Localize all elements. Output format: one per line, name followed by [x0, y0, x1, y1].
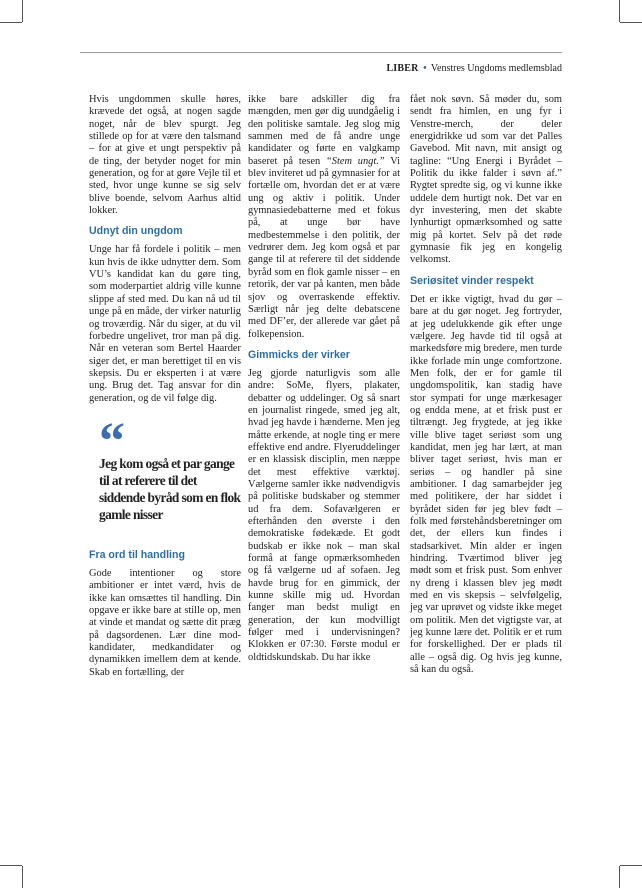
- crop-mark: [620, 865, 642, 866]
- crop-mark: [22, 866, 23, 888]
- subheading: Udnyt din ungdom: [89, 225, 183, 238]
- subheading: Fra ord til handling: [89, 548, 185, 561]
- magazine-brand: LIBER: [386, 63, 419, 74]
- crop-mark: [0, 865, 22, 866]
- running-header: [386, 63, 562, 74]
- header-rule: [80, 52, 562, 53]
- magazine-title: Venstres Ungdoms medlemsblad: [430, 63, 562, 74]
- column-3: [410, 94, 562, 676]
- column-2: [248, 94, 400, 664]
- subheading: Seriøsitet vinder respekt: [410, 274, 534, 287]
- pull-quote-text: Jeg kom også et par gange til at referere til det siddende byråd som en flok gamle nisser: [99, 455, 241, 522]
- pull-quote: [99, 412, 241, 523]
- crop-mark: [619, 0, 620, 22]
- paragraph: [248, 94, 400, 341]
- quote-mark-icon: “: [99, 412, 125, 470]
- text-run: ikke bare adskiller dig fra mængden, men gør dig uundgåelig i den politiske samtale. Jeg slog mig sammen med de få andre unge kandidater og førte en valgkamp baseret på tesen: [248, 94, 400, 167]
- crop-mark: [620, 22, 642, 23]
- crop-mark: [619, 866, 620, 888]
- slogan: “Stem ungt.”: [325, 155, 385, 167]
- paragraph: Det er ikke vigtigt, hvad du gør – bare at du gør noget. Jeg fortryder, at jeg udelukkende gik efter unge vælgere. Jeg havde tid til også at markedsføre mig bredere, men turde ikke forlade min unge comfortzone. Men folk, der er for gamle til ungdomspolitik, kan stadig have stor sympati for unge mærkesager og endda mene, at et frisk pust er tiltrængt. Jeg frygtede, at jeg ikke ville blive taget seriøst som ung kandidat, men jeg har lært, at man bliver taget seriøst, hvis man er seriøs – og handler på sine ambitioner. I dag samarbejder jeg med politikere, der har siddet i byrådet siden før jeg blev født – folk med førstehåndsberetninger om det, der ellers kun findes i stadsarkivet. Min alder er ingen hindring. Tværtimod bliver jeg mødt som et frisk pust. Som enhver ny dreng i klassen blev jeg mødt med en vis skepsis – selvfølgelig, jeg var uprøvet og vidste ikke meget om politik. Men det vigtigste var, at jeg kunne lære det. Politik er et rum for forskellighed. Der er plads til alle – også dig. Og hvis jeg kunne, så kan du også.: [410, 293, 562, 676]
- subheading: Gimmicks der virker: [248, 348, 350, 361]
- paragraph: Jeg gjorde naturligvis som alle andre: SoMe, flyers, plakater, debatter og uddelinger. Og så snart en journalist ringede, smed jeg alt, hvad jeg havde i hænderne. Men jeg måtte erkende, at nogle ting er mere effektive end andre. Flyeruddelinger er en klassisk disciplin, men næppe det mest effektive værktøj. Vælgerne samler ikke nødvendigvis på politiske budskaber og stemmer ud fra dem. Sofavælgeren er efterhånden den øverste i den demokratiske fødekæde. Et godt budskab er ikke nok – man skal formå at fange opmærksomheden og få vælgerne ud af sofaen. Jeg havde brug for en gimmick, der kunne skille mig ud. Hvordan fanger man bedst muligt en generation, der kun modvilligt følger med i undervisningen? Klokken er 07:30. Første modul er oldtidskundskab. Du har ikke: [248, 367, 400, 663]
- crop-mark: [22, 0, 23, 22]
- text-run: Vi blev inviteret ud på gymnasier for at fortælle om, hvordan det er at være ung og aktiv i politik. Under gymnasiedebatterne med et fokus på, at unge bør have medbestemmelse i den politik, der vedrører dem. Jeg kom også et par gange til at referere til det siddende byråd som en flok gamle nisser – en retorik, der var på kanten, men både sjov og overraskende effektiv. Særligt når jeg delte debatscene med DF’er, der allerede var gået på folkepension.: [248, 155, 400, 340]
- paragraph: Gode intentioner og store ambitioner er intet værd, hvis de ikke kan omsættes til handling. Din opgave er ikke bare at stille op, men at vinde et mandat og sætte dit præg på dagsordenen. Lær dine mod-kandidater, medkandidater og dynamikken imellem dem at kende. Skab en fortælling, der: [89, 567, 241, 678]
- paragraph: fået nok søvn. Så møder du, som sendt fra himlen, en ung fyr i Venstre-merch, der deler energidrikke ud som var det Palles Gavebod. Mit navn, mit ansigt og tagline: “Ung Energi i Byrådet – Politik du ikke falder i søvn af.” Rygtet spredte sig, og vi kunne ikke uddele dem hurtigt nok. Det var en dyr investering, men det skabte lynhurtigt opmærksomhed og satte mig på kortet. Selv på det røde gymnasie fik jeg en kongelig velkomst.: [410, 94, 562, 266]
- header-separator: •: [423, 63, 427, 74]
- column-1: [89, 94, 241, 679]
- crop-mark: [0, 22, 22, 23]
- paragraph: Hvis ungdommen skulle høres, krævede det også, at nogen sagde noget, når de blev spurgt. Jeg stillede op for at være den talsmand – for at give et ungt perspektiv på de ting, der betyder noget for min generation, og for at gøre Vejle til et sted, hvor unge kunne se sig selv blive boende, selvom Aarhus altid lokker.: [89, 94, 241, 217]
- paragraph: Unge har få fordele i politik – men kun hvis de ikke udnytter dem. Som VU’s kandidat kan du gøre ting, som moderpartiet aldrig ville kunne slippe af sted med. Du kan nå ud til unge på en måde, der virker naturlig og troværdig. Når du siger, at du vil forbedre ungelivet, tror man på dig. Når en veteran som Bertel Haarder siger det, er man berettiget til en vis skepsis. Du er eksperten i at være ung. Brug det. Tag ansvar for din generation, og de vil følge dig.: [89, 244, 241, 404]
